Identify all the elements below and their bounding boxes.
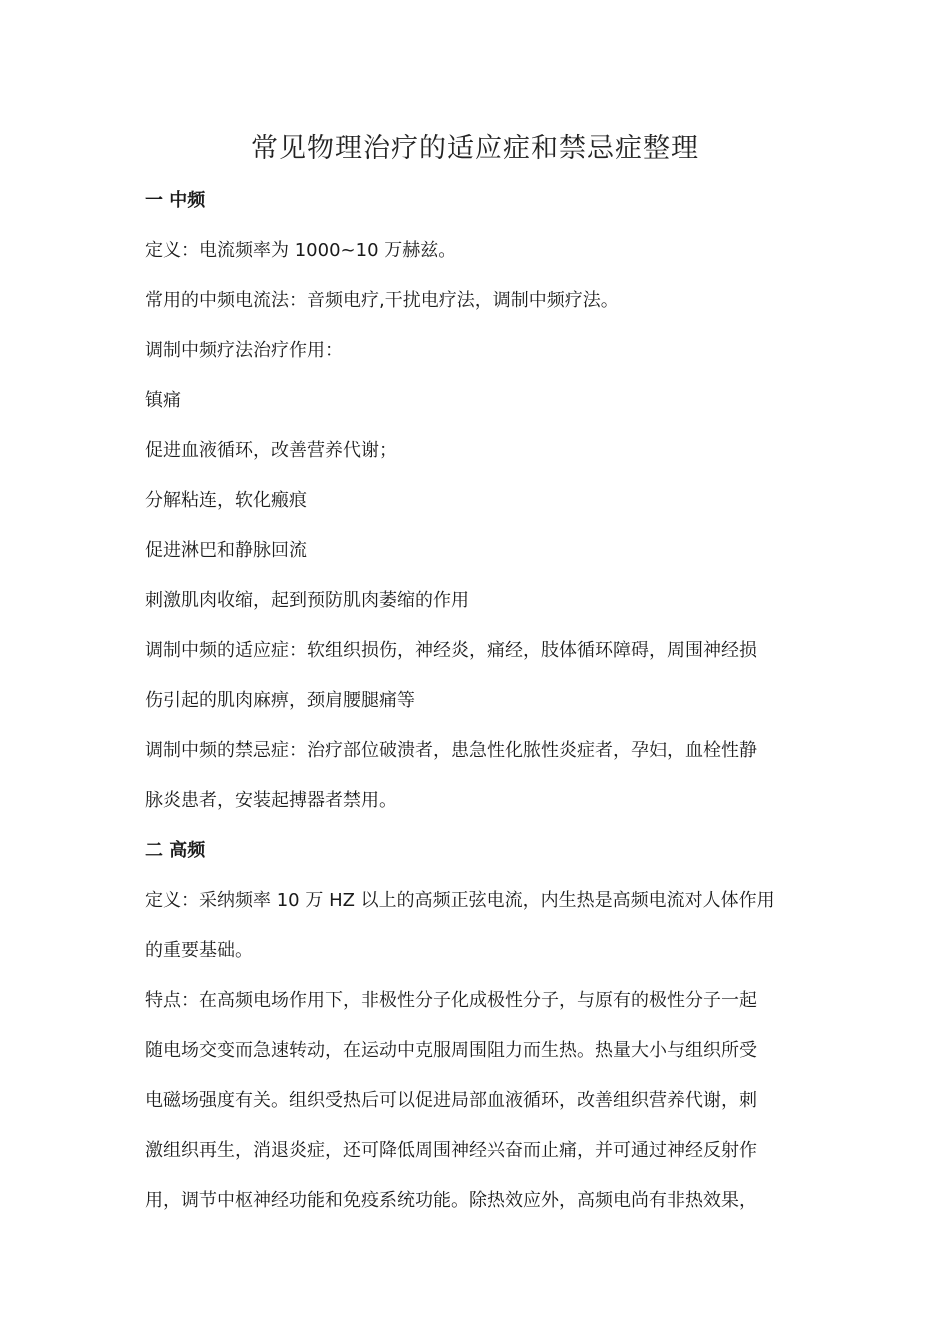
section-heading: 二 高频: [145, 840, 206, 861]
document-title: 常见物理治疗的适应症和禁忌症整理: [251, 133, 699, 164]
text-line: 调制中频的禁忌症：治疗部位破溃者，患急性化脓性炎症者，孕妇，血栓性静: [145, 740, 757, 761]
text-line: 特点：在高频电场作用下，非极性分子化成极性分子，与原有的极性分子一起: [145, 990, 757, 1011]
text-line: 随电场交变而急速转动，在运动中克服周围阻力而生热。热量大小与组织所受: [145, 1040, 757, 1061]
text-line: 常用的中频电流法：音频电疗,干扰电疗法，调制中频疗法。: [145, 290, 619, 311]
text-line: 分解粘连，软化瘢痕: [145, 490, 307, 511]
text-line: 脉炎患者，安装起搏器者禁用。: [145, 790, 397, 811]
text-line: 定义：电流频率为 1000~10 万赫兹。: [145, 240, 457, 261]
document-page: [145, 126, 810, 1226]
document-body: [145, 176, 810, 1226]
text-line: 促进血液循环，改善营养代谢；: [145, 440, 397, 461]
section-heading: 一 中频: [145, 190, 206, 211]
text-line: 激组织再生，消退炎症，还可降低周围神经兴奋而止痛，并可通过神经反射作: [145, 1140, 757, 1161]
text-line: 调制中频疗法治疗作用：: [145, 340, 343, 361]
text-line: 伤引起的肌肉麻痹，颈肩腰腿痛等: [145, 690, 415, 711]
text-line: 促进淋巴和静脉回流: [145, 540, 307, 561]
text-line: 定义：采纳频率 10 万 HZ 以上的高频正弦电流，内生热是高频电流对人体作用: [145, 890, 775, 911]
text-line: 镇痛: [145, 390, 181, 411]
text-line: 的重要基础。: [145, 940, 253, 961]
text-line: 用，调节中枢神经功能和免疫系统功能。除热效应外，高频电尚有非热效果，: [145, 1190, 757, 1211]
text-line: 刺激肌肉收缩，起到预防肌肉萎缩的作用: [145, 590, 469, 611]
text-line: 电磁场强度有关。组织受热后可以促进局部血液循环，改善组织营养代谢，刺: [145, 1090, 757, 1111]
text-line: 调制中频的适应症：软组织损伤，神经炎，痛经，肢体循环障碍，周围神经损: [145, 640, 757, 661]
